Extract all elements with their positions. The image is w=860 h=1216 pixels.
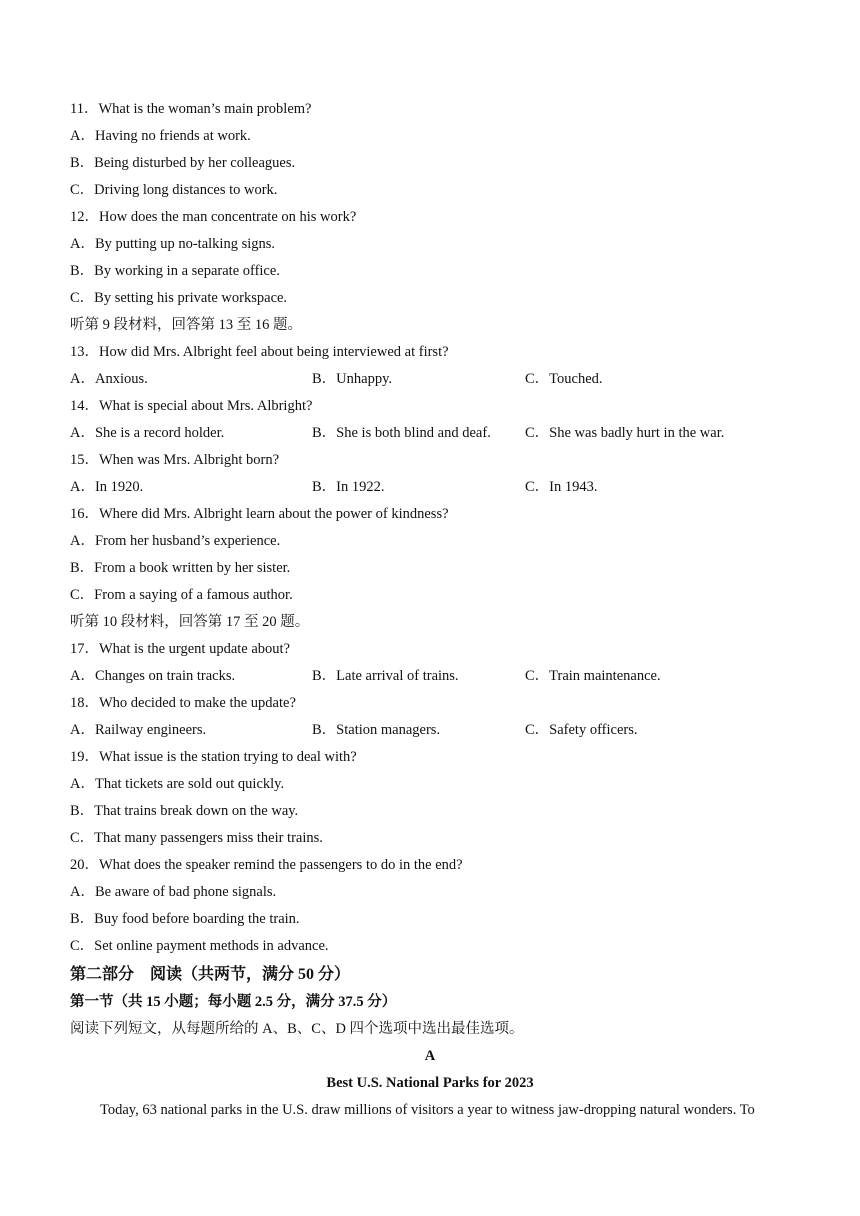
passage-letter: A [424,1048,436,1064]
question-stem: 11．What is the woman’s main problem? [70,101,312,117]
option-row [70,366,790,393]
option: A．Railway engineers. [70,722,207,738]
option: B．From a book written by her sister. [70,560,291,576]
exam-page [70,96,790,1124]
option-row [70,474,790,501]
option: C．In 1943. [525,479,598,495]
option: A．Having no friends at work. [70,128,251,144]
option: A．Changes on train tracks. [70,668,236,684]
option: C．Driving long distances to work. [70,182,278,198]
section-note: 听第 10 段材料，回答第 17 至 20 题。 [70,614,310,630]
passage-title: Best U.S. National Parks for 2023 [326,1075,534,1091]
option: C．That many passengers miss their trains. [70,830,323,846]
option: A．From her husband’s experience. [70,533,281,549]
passage-paragraph: Today, 63 national parks in the U.S. draw millions of visitors a year to witness jaw-dropping natural wonders. To [100,1102,755,1118]
option: B．Being disturbed by her colleagues. [70,155,296,171]
question-stem: 19．What issue is the station trying to deal with? [70,749,357,765]
option: C．Safety officers. [525,722,638,738]
question-stem: 15．When was Mrs. Albright born? [70,452,280,468]
question-stem: 16．Where did Mrs. Albright learn about the power of kindness? [70,506,449,522]
option: C．Touched. [525,371,603,387]
option: B．Station managers. [312,722,441,738]
option: B．Buy food before boarding the train. [70,911,300,927]
question-stem: 20．What does the speaker remind the passengers to do in the end? [70,857,463,873]
option-row [70,663,790,690]
option: A．By putting up no-talking signs. [70,236,276,252]
question-stem: 14．What is special about Mrs. Albright? [70,398,313,414]
question-stem: 17．What is the urgent update about? [70,641,290,657]
option: B．In 1922. [312,479,385,495]
question-stem: 18．Who decided to make the update? [70,695,296,711]
option: B．She is both blind and deaf. [312,425,491,441]
option: A．Be aware of bad phone signals. [70,884,277,900]
question-stem: 12．How does the man concentrate on his work? [70,209,357,225]
option: C．She was badly hurt in the war. [525,425,725,441]
option-row [70,717,790,744]
option: C．From a saying of a famous author. [70,587,293,603]
option: A．That tickets are sold out quickly. [70,776,285,792]
option: B．Late arrival of trains. [312,668,459,684]
option: A．Anxious. [70,371,148,387]
option: B．That trains break down on the way. [70,803,299,819]
section-heading: 第一节（共 15 小题；每小题 2.5 分，满分 37.5 分） [70,994,397,1010]
section-note: 听第 9 段材料，回答第 13 至 16 题。 [70,317,302,333]
option: B．By working in a separate office. [70,263,280,279]
option: C．Set online payment methods in advance. [70,938,329,954]
part-heading: 第二部分 阅读（共两节，满分 50 分） [70,966,351,983]
option: A．She is a record holder. [70,425,225,441]
option-row [70,420,790,447]
option: A．In 1920. [70,479,144,495]
question-stem: 13．How did Mrs. Albright feel about being interviewed at first? [70,344,449,360]
instruction: 阅读下列短文，从每题所给的 A、B、C、D 四个选项中选出最佳选项。 [70,1021,524,1037]
option: B．Unhappy. [312,371,393,387]
option: C．By setting his private workspace. [70,290,288,306]
option: C．Train maintenance. [525,668,661,684]
